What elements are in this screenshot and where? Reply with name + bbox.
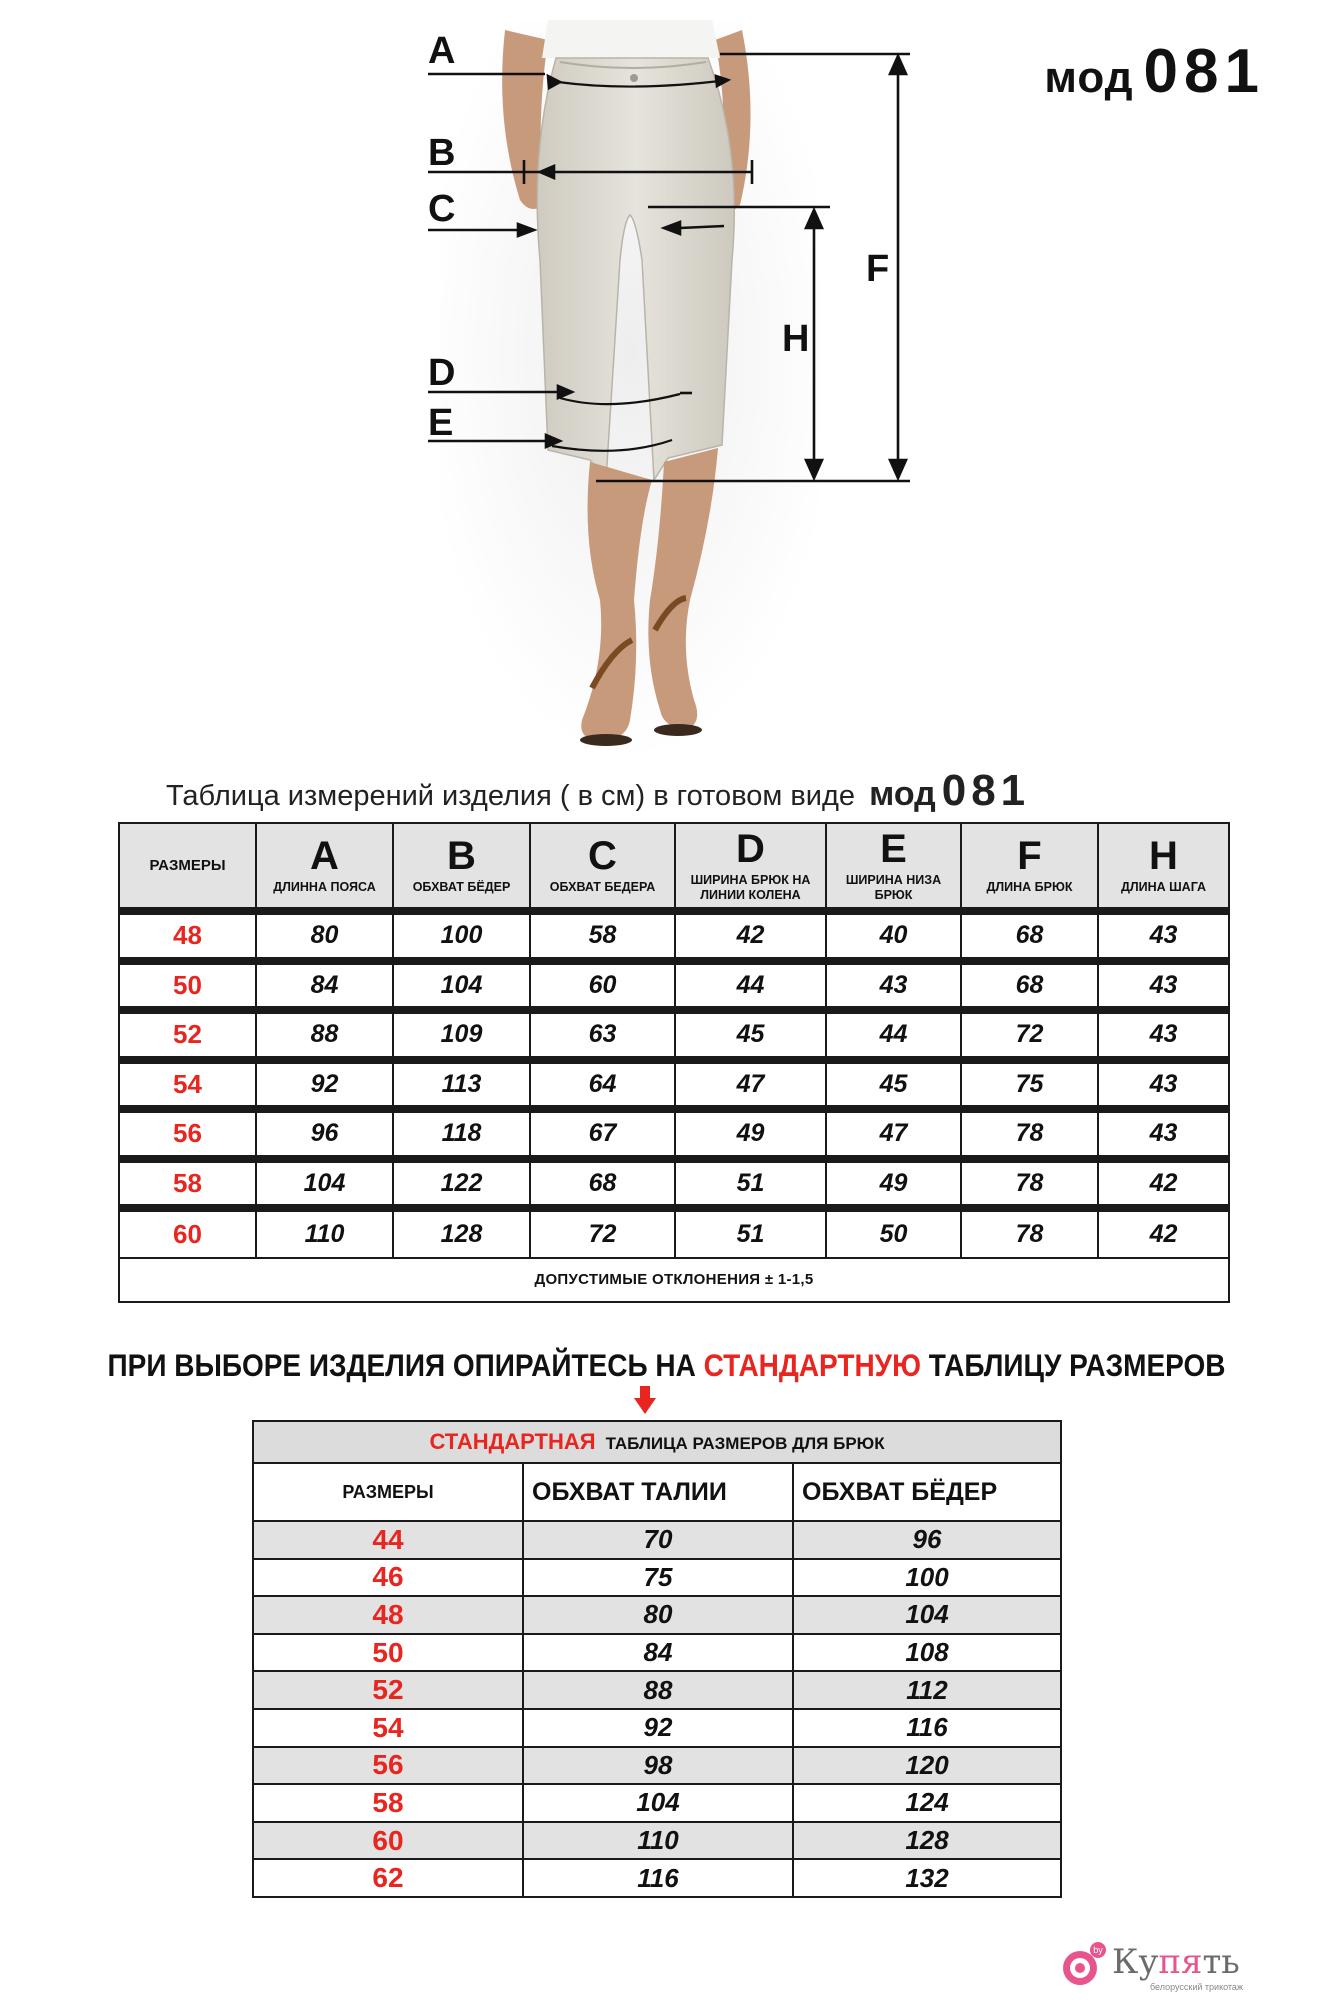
table-row <box>119 1159 1229 1209</box>
pants-diagram <box>0 0 1333 760</box>
value-cell: 43 <box>826 961 961 1011</box>
waist-cell: 116 <box>523 1859 793 1897</box>
value-cell: 49 <box>826 1159 961 1209</box>
left-sandal <box>580 734 632 746</box>
measure-title-text: Таблица измерений изделия ( в см) в готовом виде <box>166 780 856 812</box>
waist-cell: 80 <box>523 1596 793 1634</box>
waist-cell: 70 <box>523 1521 793 1559</box>
value-cell: 63 <box>530 1010 675 1060</box>
table-row <box>253 1596 1061 1634</box>
value-cell: 100 <box>393 911 530 961</box>
waist-cell: 110 <box>523 1822 793 1860</box>
value-cell: 104 <box>393 961 530 1011</box>
size-cell: 48 <box>253 1596 523 1634</box>
model-prefix: мод <box>1044 53 1134 102</box>
table-row <box>119 961 1229 1011</box>
logo-word: Купять <box>1112 1942 1240 1982</box>
measure-col-f: F ДЛИНА БРЮК <box>961 823 1098 911</box>
standard-caption-rest: ТАБЛИЦА РАЗМЕРОВ ДЛЯ БРЮК <box>605 1434 885 1453</box>
measure-header-row <box>119 823 1229 911</box>
value-cell: 122 <box>393 1159 530 1209</box>
standard-header-row <box>253 1463 1061 1521</box>
standard-col-hips: ОБХВАТ БЁДЕР <box>793 1463 1061 1521</box>
value-cell: 68 <box>961 961 1098 1011</box>
value-cell: 42 <box>1098 1208 1229 1258</box>
standard-caption <box>253 1421 1061 1463</box>
table-row <box>119 911 1229 961</box>
waist-cell: 92 <box>523 1709 793 1747</box>
value-cell: 45 <box>826 1060 961 1110</box>
waist-cell: 104 <box>523 1784 793 1822</box>
waist-cell: 88 <box>523 1671 793 1709</box>
measure-title-mod-prefix: мод <box>869 775 936 813</box>
measure-col-d: D ШИРИНА БРЮК НА ЛИНИИ КОЛЕНА <box>675 823 826 911</box>
value-cell: 78 <box>961 1159 1098 1209</box>
size-cell: 60 <box>119 1208 256 1258</box>
value-cell: 42 <box>1098 1159 1229 1209</box>
value-cell: 113 <box>393 1060 530 1110</box>
right-sandal <box>654 724 702 736</box>
label-h: H <box>782 318 810 360</box>
table-row <box>119 1060 1229 1110</box>
value-cell: 118 <box>393 1109 530 1159</box>
standard-heading <box>0 1348 1333 1384</box>
product-figure <box>0 0 1333 760</box>
value-cell: 110 <box>256 1208 393 1258</box>
kupyat-logo[interactable] <box>1054 1940 1294 1994</box>
standard-size-table <box>252 1420 1062 1898</box>
size-cell: 58 <box>119 1159 256 1209</box>
hips-cell: 128 <box>793 1822 1061 1860</box>
standard-caption-red: СТАНДАРТНАЯ <box>429 1429 596 1454</box>
logo-badge-icon <box>1054 1940 1110 1990</box>
hips-cell: 124 <box>793 1784 1061 1822</box>
label-c: C <box>428 188 456 230</box>
table-row <box>253 1822 1061 1860</box>
value-cell: 43 <box>1098 1010 1229 1060</box>
value-cell: 51 <box>675 1159 826 1209</box>
value-cell: 92 <box>256 1060 393 1110</box>
label-e: E <box>428 402 454 444</box>
hips-cell: 120 <box>793 1747 1061 1785</box>
value-cell: 68 <box>961 911 1098 961</box>
size-cell: 48 <box>119 911 256 961</box>
value-cell: 40 <box>826 911 961 961</box>
hips-cell: 104 <box>793 1596 1061 1634</box>
hips-cell: 96 <box>793 1521 1061 1559</box>
value-cell: 88 <box>256 1010 393 1060</box>
hips-cell: 108 <box>793 1634 1061 1672</box>
size-cell: 60 <box>253 1822 523 1860</box>
value-cell: 75 <box>961 1060 1098 1110</box>
value-cell: 68 <box>530 1159 675 1209</box>
table-row <box>119 1109 1229 1159</box>
standard-col-size: РАЗМЕРЫ <box>253 1463 523 1521</box>
waist-cell: 84 <box>523 1634 793 1672</box>
label-a: A <box>428 30 456 72</box>
measure-table-title <box>166 766 1196 816</box>
value-cell: 45 <box>675 1010 826 1060</box>
standard-heading-part1: ПРИ ВЫБОРЕ ИЗДЕЛИЯ ОПИРАЙТЕСЬ НА <box>107 1348 704 1383</box>
table-row <box>253 1784 1061 1822</box>
value-cell: 43 <box>1098 911 1229 961</box>
measure-col-h: H ДЛИНА ШАГА <box>1098 823 1229 911</box>
size-cell: 50 <box>253 1634 523 1672</box>
table-row <box>253 1521 1061 1559</box>
standard-heading-part2: ТАБЛИЦУ РАЗМЕРОВ <box>920 1348 1226 1383</box>
standard-heading-red: СТАНДАРТНУЮ <box>703 1348 921 1383</box>
value-cell: 50 <box>826 1208 961 1258</box>
value-cell: 104 <box>256 1159 393 1209</box>
value-cell: 58 <box>530 911 675 961</box>
value-cell: 78 <box>961 1208 1098 1258</box>
value-cell: 60 <box>530 961 675 1011</box>
value-cell: 96 <box>256 1109 393 1159</box>
label-b: B <box>428 132 456 174</box>
size-cell: 52 <box>119 1010 256 1060</box>
size-cell: 62 <box>253 1859 523 1897</box>
table-row <box>253 1559 1061 1597</box>
value-cell: 43 <box>1098 961 1229 1011</box>
table-row <box>253 1671 1061 1709</box>
hips-cell: 112 <box>793 1671 1061 1709</box>
table-row <box>253 1709 1061 1747</box>
shirt <box>542 20 720 58</box>
waist-cell: 98 <box>523 1747 793 1785</box>
measure-size-header: РАЗМЕРЫ <box>119 823 256 911</box>
table-row <box>253 1747 1061 1785</box>
value-cell: 47 <box>675 1060 826 1110</box>
hips-cell: 100 <box>793 1559 1061 1597</box>
size-cell: 46 <box>253 1559 523 1597</box>
table-row <box>119 1208 1229 1258</box>
value-cell: 72 <box>530 1208 675 1258</box>
value-cell: 78 <box>961 1109 1098 1159</box>
label-f: F <box>866 248 890 290</box>
value-cell: 47 <box>826 1109 961 1159</box>
waist-cell: 75 <box>523 1559 793 1597</box>
size-cell: 44 <box>253 1521 523 1559</box>
value-cell: 64 <box>530 1060 675 1110</box>
tolerance-row <box>119 1258 1229 1302</box>
table-row <box>253 1859 1061 1897</box>
value-cell: 72 <box>961 1010 1098 1060</box>
value-cell: 44 <box>675 961 826 1011</box>
size-cell: 52 <box>253 1671 523 1709</box>
hips-cell: 116 <box>793 1709 1061 1747</box>
value-cell: 84 <box>256 961 393 1011</box>
model-number: 081 <box>1143 37 1265 106</box>
hips-cell: 132 <box>793 1859 1061 1897</box>
measure-col-c: C ОБХВАТ БЕДЕРА <box>530 823 675 911</box>
value-cell: 67 <box>530 1109 675 1159</box>
measure-title-mod-number: 081 <box>941 766 1031 815</box>
label-d: D <box>428 352 456 394</box>
value-cell: 80 <box>256 911 393 961</box>
table-row <box>119 1010 1229 1060</box>
logo-tagline: белорусский трикотаж <box>1150 1982 1243 1992</box>
size-cell: 50 <box>119 961 256 1011</box>
size-cell: 56 <box>119 1109 256 1159</box>
value-cell: 51 <box>675 1208 826 1258</box>
model-tag <box>1044 36 1265 107</box>
size-cell: 58 <box>253 1784 523 1822</box>
measurement-table <box>118 822 1230 1303</box>
standard-col-waist: ОБХВАТ ТАЛИИ <box>523 1463 793 1521</box>
measure-col-b: B ОБХВАТ БЁДЕР <box>393 823 530 911</box>
size-cell: 54 <box>119 1060 256 1110</box>
value-cell: 44 <box>826 1010 961 1060</box>
value-cell: 43 <box>1098 1060 1229 1110</box>
size-cell: 54 <box>253 1709 523 1747</box>
pants-button <box>630 74 638 82</box>
logo-badge-text: by <box>1093 1945 1103 1955</box>
value-cell: 43 <box>1098 1109 1229 1159</box>
value-cell: 128 <box>393 1208 530 1258</box>
size-cell: 56 <box>253 1747 523 1785</box>
measure-col-a: A ДЛИННА ПОЯСА <box>256 823 393 911</box>
table-row <box>253 1634 1061 1672</box>
value-cell: 42 <box>675 911 826 961</box>
tolerance-note: ДОПУСТИМЫЕ ОТКЛОНЕНИЯ ± 1-1,5 <box>119 1258 1229 1302</box>
value-cell: 109 <box>393 1010 530 1060</box>
measure-col-e: E ШИРИНА НИЗА БРЮК <box>826 823 961 911</box>
down-arrow-icon <box>634 1386 656 1414</box>
value-cell: 49 <box>675 1109 826 1159</box>
